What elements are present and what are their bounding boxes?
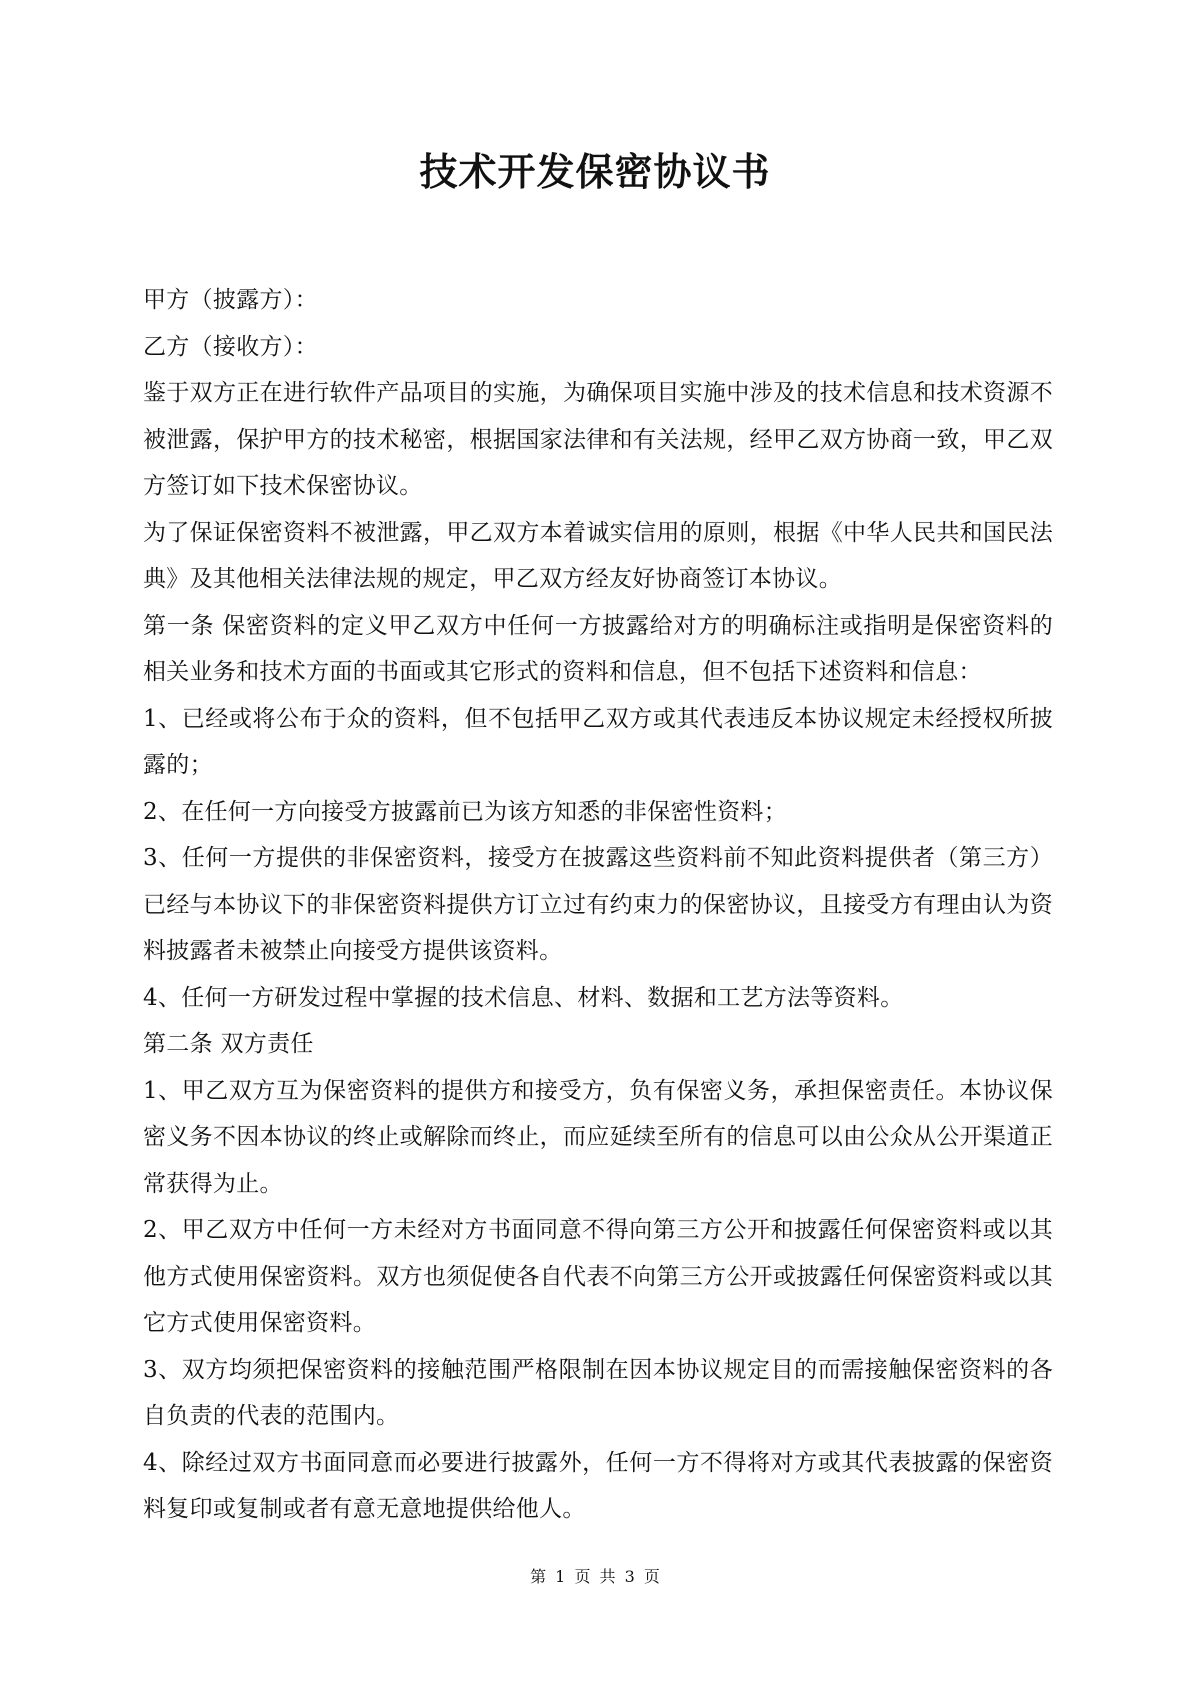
list-item: 1、已经或将公布于众的资料，但不包括甲乙双方或其代表违反本协议规定未经授权所披露的；: [143, 705, 1053, 778]
document-title: 技术开发保密协议书: [419, 149, 771, 194]
party-a-line: 甲方（披露方）：: [143, 287, 318, 313]
document-body: [143, 277, 1053, 1533]
paragraph: 为了保证保密资料不被泄露，甲乙双方本着诚实信用的原则，根据《中华人民共和国民法典》及其他相关法律法规的规定，甲乙双方经友好协商签订本协议。: [143, 519, 1053, 592]
paragraph: 鉴于双方正在进行软件产品项目的实施，为确保项目实施中涉及的技术信息和技术资源不被泄露，保护甲方的技术秘密，根据国家法律和有关法规，经甲乙双方协商一致，甲乙双方签订如下技术保密协议。: [143, 380, 1053, 499]
list-item: 2、在任何一方向接受方披露前已为该方知悉的非保密性资料；: [143, 798, 788, 825]
list-item: 1、甲乙双方互为保密资料的提供方和接受方，负有保密义务，承担保密责任。本协议保密义务不因本协议的终止或解除而终止，而应延续至所有的信息可以由公众从公开渠道正常获得为止。: [143, 1077, 1053, 1197]
party-b-line: 乙方（接收方）：: [143, 333, 318, 360]
page-number-footer: 第 1 页 共 3 页: [530, 1567, 660, 1586]
list-item: 4、任何一方研发过程中掌握的技术信息、材料、数据和工艺方法等资料。: [143, 984, 904, 1011]
list-item: 3、双方均须把保密资料的接触范围严格限制在因本协议规定目的而需接触保密资料的各自负责的代表的范围内。: [143, 1356, 1053, 1429]
article-1-heading: 第一条 保密资料的定义甲乙双方中任何一方披露给对方的明确标注或指明是保密资料的相关业务和技术方面的书面或其它形式的资料和信息，但不包括下述资料和信息：: [143, 612, 1053, 685]
list-item: 4、除经过双方书面同意而必要进行披露外，任何一方不得将对方或其代表披露的保密资料复印或复制或者有意无意地提供给他人。: [143, 1449, 1053, 1522]
list-item: 3、任何一方提供的非保密资料，接受方在披露这些资料前不知此资料提供者（第三方）已经与本协议下的非保密资料提供方订立过有约束力的保密协议，且接受方有理由认为资料披露者未被禁止向接受方提供该资料。: [143, 845, 1053, 964]
article-2-heading: 第二条 双方责任: [143, 1031, 314, 1057]
list-item: 2、甲乙双方中任何一方未经对方书面同意不得向第三方公开和披露任何保密资料或以其他方式使用保密资料。双方也须促使各自代表不向第三方公开或披露任何保密资料或以其它方式使用保密资料。: [143, 1217, 1053, 1336]
